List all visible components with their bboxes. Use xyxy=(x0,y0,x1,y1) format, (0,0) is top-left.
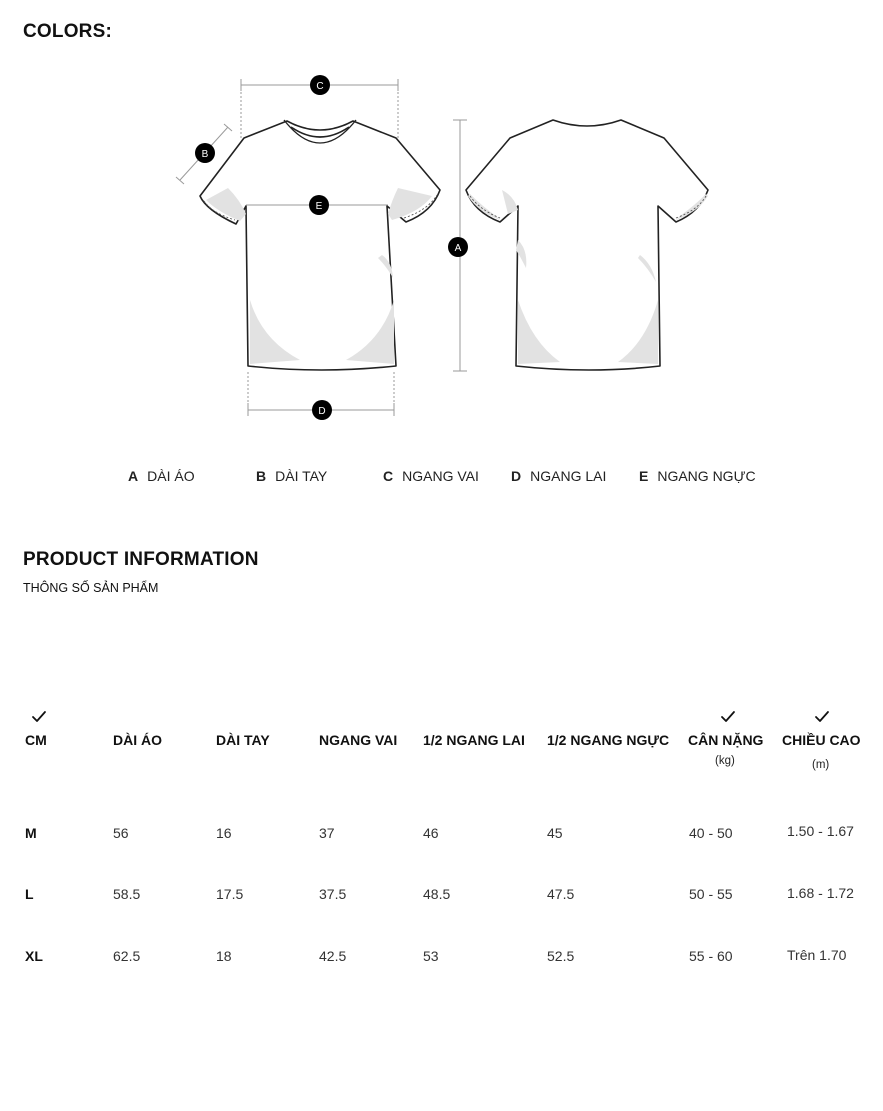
svg-text:B: B xyxy=(201,149,209,160)
table-cell: 42.5 xyxy=(319,948,347,964)
legend-item-c xyxy=(383,468,479,484)
size-label: L xyxy=(25,886,34,902)
table-cell: 53 xyxy=(423,948,439,964)
table-cell: Trên 1.70 xyxy=(787,947,847,963)
table-cell: 1.50 - 1.67 xyxy=(787,823,854,839)
svg-text:A: A xyxy=(454,243,462,254)
marker-a xyxy=(448,237,468,257)
table-cell: 45 xyxy=(547,825,563,841)
table-cell: 56 xyxy=(113,825,129,841)
table-cell: 37.5 xyxy=(319,886,347,902)
legend-key: B xyxy=(256,468,267,484)
marker-c xyxy=(310,75,330,95)
legend-label: NGANG VAI xyxy=(402,468,479,484)
legend-label: NGANG LAI xyxy=(530,468,607,484)
table-cell: 55 - 60 xyxy=(689,948,733,964)
column-header-cm: CM xyxy=(25,732,47,748)
marker-b xyxy=(195,143,215,163)
colors-heading: COLORS: xyxy=(23,21,113,42)
tshirt-size-diagram xyxy=(0,0,883,440)
unit-weight: (kg) xyxy=(715,755,735,767)
table-cell: 17.5 xyxy=(216,886,244,902)
marker-e xyxy=(309,195,329,215)
column-header-chieu-cao: CHIỀU CAO xyxy=(782,732,861,748)
tshirt-front-view xyxy=(200,120,440,370)
legend-item-b xyxy=(256,468,327,484)
size-label: M xyxy=(25,825,37,841)
column-header-ngang-nguc: 1/2 NGANG NGỰC xyxy=(547,732,670,748)
check-icon xyxy=(719,708,737,726)
legend-item-d xyxy=(511,468,606,484)
table-cell: 1.68 - 1.72 xyxy=(787,885,854,901)
table-cell: 16 xyxy=(216,825,232,841)
legend-key: A xyxy=(128,468,139,484)
table-cell: 50 - 55 xyxy=(689,886,733,902)
size-label: XL xyxy=(25,948,43,964)
legend-key: D xyxy=(511,468,522,484)
column-header-dai-tay: DÀI TAY xyxy=(216,732,270,748)
svg-text:C: C xyxy=(316,81,324,92)
column-header-dai-ao: DÀI ÁO xyxy=(113,732,162,748)
check-icon xyxy=(813,708,831,726)
product-info-subtitle: THÔNG SỐ SẢN PHẨM xyxy=(23,581,159,595)
check-icon xyxy=(30,708,48,726)
column-header-ngang-vai: NGANG VAI xyxy=(319,732,398,748)
svg-text:E: E xyxy=(315,201,323,212)
table-cell: 40 - 50 xyxy=(689,825,733,841)
legend-label: DÀI TAY xyxy=(275,468,328,484)
table-cell: 58.5 xyxy=(113,886,141,902)
table-cell: 48.5 xyxy=(423,886,451,902)
legend-key: E xyxy=(639,468,649,484)
column-header-ngang-lai: 1/2 NGANG LAI xyxy=(423,732,525,748)
table-cell: 52.5 xyxy=(547,948,575,964)
table-cell: 46 xyxy=(423,825,439,841)
legend-label: NGANG NGỰC xyxy=(657,468,756,484)
legend-item-a xyxy=(128,468,195,484)
tshirt-back-view xyxy=(466,120,708,370)
legend-item-e xyxy=(639,468,756,484)
legend-key: C xyxy=(383,468,394,484)
svg-text:D: D xyxy=(318,406,326,417)
product-info-title: PRODUCT INFORMATION xyxy=(23,549,259,570)
table-cell: 47.5 xyxy=(547,886,575,902)
table-cell: 37 xyxy=(319,825,335,841)
column-header-can-nang: CÂN NẶNG xyxy=(688,732,764,748)
table-cell: 18 xyxy=(216,948,232,964)
marker-d xyxy=(312,400,332,420)
unit-height: (m) xyxy=(812,759,830,771)
legend-label: DÀI ÁO xyxy=(147,468,195,484)
table-cell: 62.5 xyxy=(113,948,141,964)
